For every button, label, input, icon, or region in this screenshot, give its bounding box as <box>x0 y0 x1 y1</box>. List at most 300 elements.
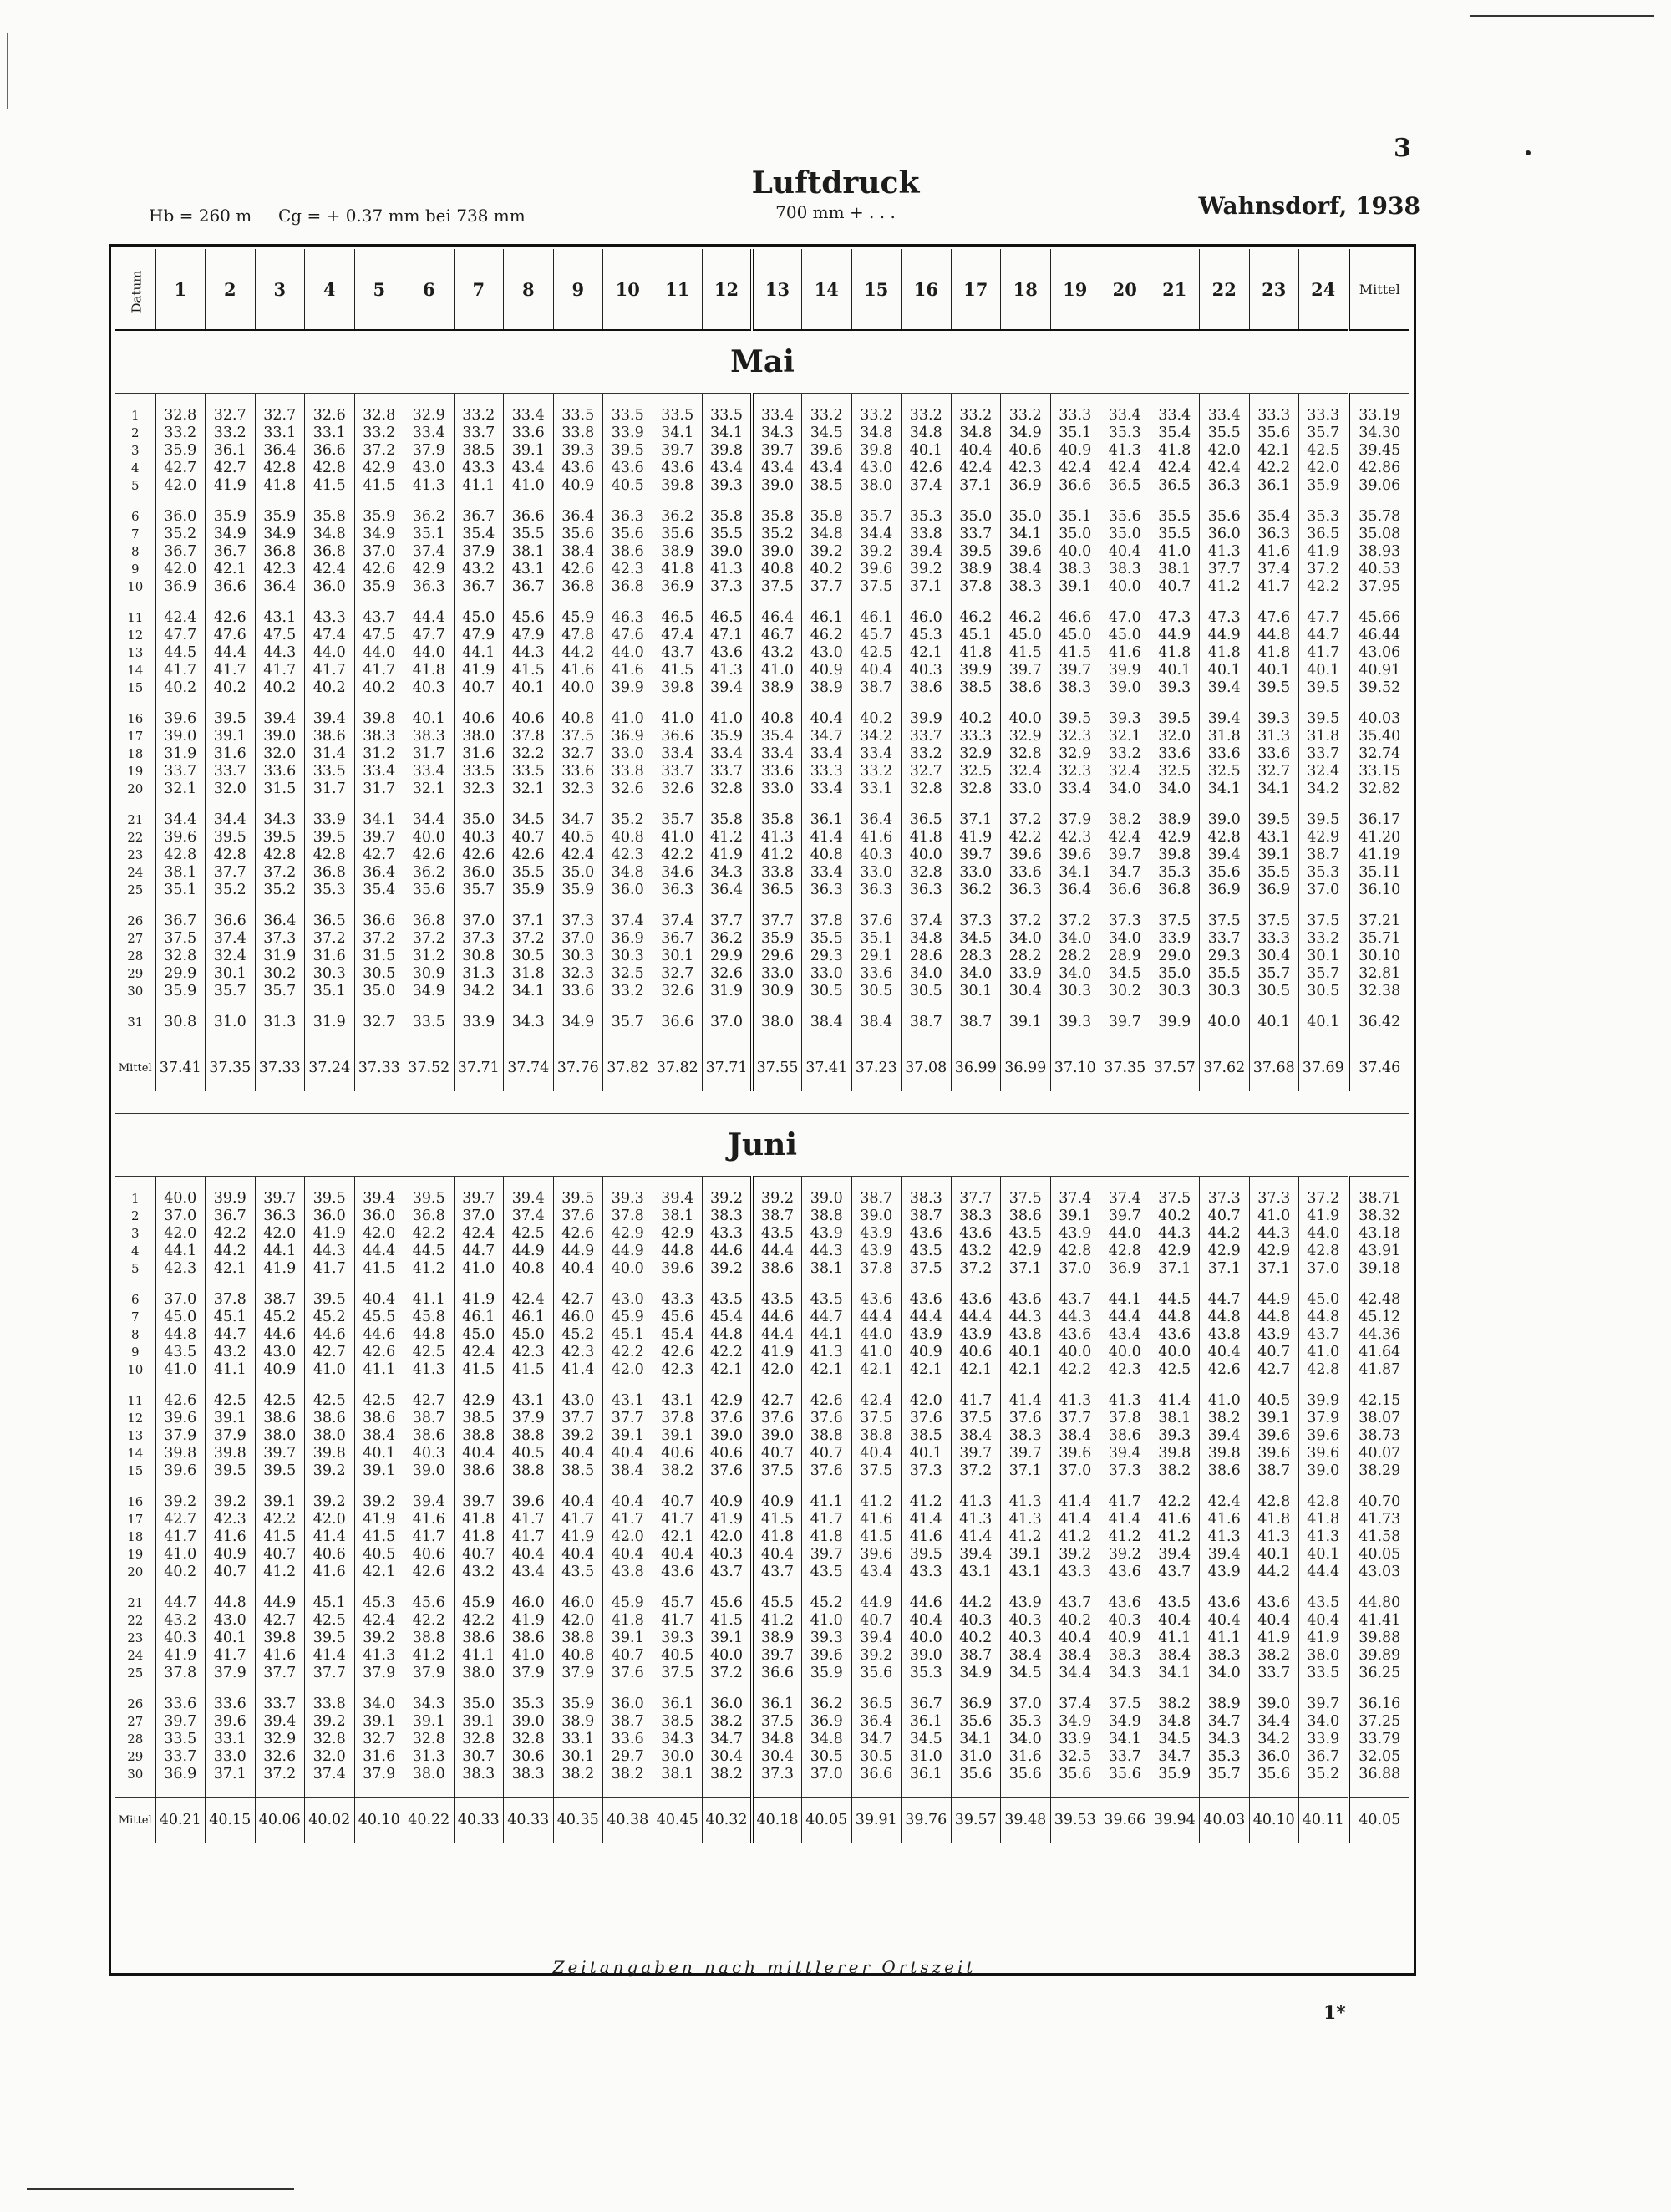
spacer-cell <box>1200 1480 1250 1493</box>
hourly-value-cell: 37.0 <box>1001 1696 1051 1713</box>
spacer-row <box>115 596 1409 609</box>
hourly-value-cell: 37.4 <box>1050 1696 1100 1713</box>
hourly-value-cell: 40.7 <box>752 1445 802 1462</box>
hourly-value-cell: 43.6 <box>1100 1564 1150 1581</box>
hourly-value-cell: 33.9 <box>1050 1731 1100 1748</box>
spacer-row <box>115 1379 1409 1392</box>
hourly-value-cell: 40.4 <box>553 1260 603 1278</box>
hourly-value-cell: 41.2 <box>703 829 753 847</box>
hourly-value-cell: 35.7 <box>1249 965 1299 983</box>
hourly-value-cell: 39.2 <box>155 1493 206 1511</box>
spacer-cell <box>255 1091 305 1114</box>
day-cell: 26 <box>127 913 144 928</box>
hourly-value-cell: 40.4 <box>1200 1344 1250 1361</box>
spacer-cell <box>504 798 554 811</box>
spacer-cell <box>1249 899 1299 913</box>
hourly-value-cell: 40.4 <box>454 1445 504 1462</box>
spacer-cell <box>155 899 206 913</box>
spacer-cell <box>1050 1581 1100 1594</box>
day-cell: 4 <box>130 1243 140 1259</box>
hourly-mean-cell: 37.55 <box>752 1045 802 1091</box>
hourly-value-cell: 39.1 <box>603 1427 653 1445</box>
spacer-cell <box>1249 1783 1299 1798</box>
hourly-value-cell: 41.6 <box>851 829 902 847</box>
spacer-cell <box>305 899 355 913</box>
hourly-value-cell: 37.3 <box>1100 913 1150 930</box>
spacer-cell <box>603 394 653 408</box>
spacer-cell <box>1001 899 1051 913</box>
monthly-mean-total: 37.46 <box>1348 1045 1409 1091</box>
hourly-value-cell: 34.8 <box>902 930 952 948</box>
hourly-value-cell: 42.2 <box>255 1511 305 1528</box>
hourly-value-cell: 42.4 <box>155 609 206 627</box>
spacer-cell <box>1001 1843 1051 1866</box>
hourly-value-cell: 32.3 <box>1050 728 1100 745</box>
spacer-cell <box>454 1091 504 1114</box>
spacer-cell <box>354 1031 404 1045</box>
spacer-cell <box>603 1031 653 1045</box>
hour-header: 11 <box>653 249 703 330</box>
hourly-value-cell: 34.0 <box>902 965 952 983</box>
hourly-value-cell: 37.5 <box>1150 1190 1200 1208</box>
hourly-value-cell: 33.5 <box>703 407 753 425</box>
hourly-value-cell: 37.1 <box>1001 1462 1051 1480</box>
hourly-value-cell: 30.3 <box>1050 983 1100 1000</box>
spacer-cell <box>305 1379 355 1392</box>
hourly-value-cell: 42.5 <box>504 1225 554 1243</box>
table-row <box>115 763 1409 781</box>
hourly-value-cell: 41.8 <box>1299 1511 1349 1528</box>
hourly-value-cell: 43.2 <box>206 1344 256 1361</box>
hourly-value-cell: 41.0 <box>752 662 802 679</box>
hourly-value-cell: 35.0 <box>1150 965 1200 983</box>
hourly-value-cell: 44.9 <box>1200 627 1250 644</box>
hourly-value-cell: 43.2 <box>752 644 802 662</box>
spacer-cell <box>155 1000 206 1014</box>
hourly-value-cell: 44.4 <box>752 1326 802 1344</box>
hourly-value-cell: 47.6 <box>206 627 256 644</box>
hourly-value-cell: 45.7 <box>653 1594 703 1612</box>
hourly-value-cell: 34.0 <box>1100 781 1150 798</box>
spacer-cell <box>703 495 753 508</box>
spacer-cell <box>603 1091 653 1114</box>
hourly-value-cell: 39.4 <box>1100 1445 1150 1462</box>
hourly-value-cell: 37.2 <box>1001 811 1051 829</box>
spacer-cell <box>802 596 852 609</box>
hourly-value-cell: 38.8 <box>851 1427 902 1445</box>
spacer-cell <box>1348 1480 1409 1493</box>
hourly-value-cell: 31.3 <box>255 1014 305 1031</box>
hourly-value-cell: 45.0 <box>155 1309 206 1326</box>
day-cell: 28 <box>127 948 144 964</box>
table-row <box>115 1766 1409 1783</box>
hourly-value-cell: 37.2 <box>404 930 455 948</box>
hourly-value-cell: 41.5 <box>1001 644 1051 662</box>
hourly-value-cell: 36.5 <box>1299 526 1349 543</box>
hourly-value-cell: 34.1 <box>653 425 703 442</box>
hourly-value-cell: 43.2 <box>155 1612 206 1630</box>
hourly-value-cell: 35.7 <box>255 983 305 1000</box>
hourly-value-cell: 40.0 <box>902 847 952 864</box>
table-row <box>115 1731 1409 1748</box>
hourly-value-cell: 41.8 <box>404 662 455 679</box>
hourly-value-cell: 41.9 <box>255 1260 305 1278</box>
hourly-value-cell: 41.7 <box>1249 578 1299 596</box>
hourly-value-cell: 39.5 <box>1299 679 1349 697</box>
hourly-value-cell: 37.2 <box>255 864 305 882</box>
spacer-cell <box>1348 1843 1409 1866</box>
daily-mean-cell: 40.53 <box>1348 561 1409 578</box>
hourly-value-cell: 37.0 <box>454 913 504 930</box>
hourly-value-cell: 43.3 <box>653 1291 703 1309</box>
hourly-value-cell: 32.1 <box>155 781 206 798</box>
hourly-value-cell: 35.6 <box>1249 425 1299 442</box>
hourly-value-cell: 43.4 <box>1100 1326 1150 1344</box>
spacer-cell <box>951 1843 1001 1866</box>
hourly-value-cell: 44.4 <box>951 1309 1001 1326</box>
hourly-value-cell: 42.2 <box>1299 578 1349 596</box>
spacer-cell <box>354 697 404 710</box>
spacer-cell <box>902 495 952 508</box>
hourly-value-cell: 38.0 <box>454 1665 504 1682</box>
spacer-cell <box>802 1278 852 1291</box>
hourly-value-cell: 44.8 <box>1200 1309 1250 1326</box>
hourly-value-cell: 41.7 <box>553 1511 603 1528</box>
hourly-value-cell: 43.0 <box>851 460 902 477</box>
hourly-value-cell: 33.7 <box>703 763 753 781</box>
monthly-mean-row <box>115 1798 1409 1843</box>
spacer-cell <box>305 1278 355 1291</box>
table-row <box>115 1594 1409 1612</box>
hourly-value-cell: 40.2 <box>305 679 355 697</box>
hourly-value-cell: 37.3 <box>752 1766 802 1783</box>
hourly-value-cell: 39.8 <box>703 442 753 460</box>
hourly-value-cell: 44.8 <box>155 1326 206 1344</box>
hourly-value-cell: 31.9 <box>703 983 753 1000</box>
daily-mean-cell: 42.48 <box>1348 1291 1409 1309</box>
spacer-cell <box>1150 1278 1200 1291</box>
hourly-value-cell: 35.3 <box>902 1665 952 1682</box>
hourly-value-cell: 39.1 <box>1050 1208 1100 1225</box>
hourly-value-cell: 33.6 <box>206 1696 256 1713</box>
hourly-value-cell: 41.0 <box>851 1344 902 1361</box>
hourly-value-cell: 40.1 <box>1001 1344 1051 1361</box>
daily-mean-cell: 32.81 <box>1348 965 1409 983</box>
hour-header: 13 <box>752 249 802 330</box>
hourly-value-cell: 41.9 <box>703 847 753 864</box>
hourly-value-cell: 32.6 <box>305 407 355 425</box>
hourly-value-cell: 33.2 <box>1100 745 1150 763</box>
hourly-value-cell: 33.0 <box>1001 781 1051 798</box>
hourly-value-cell: 40.9 <box>752 1493 802 1511</box>
hourly-value-cell: 35.0 <box>1001 508 1051 526</box>
hourly-value-cell: 34.8 <box>752 1731 802 1748</box>
hourly-value-cell: 35.3 <box>1299 508 1349 526</box>
station-name: Wahnsdorf, 1938 <box>1198 192 1420 220</box>
hourly-value-cell: 41.6 <box>206 1528 256 1546</box>
spacer-cell <box>1100 1031 1150 1045</box>
hourly-value-cell: 37.4 <box>1100 1190 1150 1208</box>
spacer-cell <box>454 1581 504 1594</box>
spacer-cell <box>802 495 852 508</box>
spacer-cell <box>902 596 952 609</box>
hourly-value-cell: 32.9 <box>404 407 455 425</box>
hourly-value-cell: 33.4 <box>752 745 802 763</box>
spacer-cell <box>1001 1177 1051 1191</box>
hourly-value-cell: 37.0 <box>1299 882 1349 899</box>
hour-header: 6 <box>404 249 455 330</box>
hourly-value-cell: 34.4 <box>1050 1665 1100 1682</box>
hourly-value-cell: 35.3 <box>1200 1748 1250 1766</box>
hourly-value-cell: 32.8 <box>354 407 404 425</box>
hourly-value-cell: 43.6 <box>1001 1291 1051 1309</box>
hourly-value-cell: 37.8 <box>504 728 554 745</box>
spacer-cell <box>115 1278 155 1291</box>
table-row <box>115 1190 1409 1208</box>
hourly-value-cell: 33.9 <box>603 425 653 442</box>
spacer-cell <box>1100 697 1150 710</box>
hourly-value-cell: 30.1 <box>553 1748 603 1766</box>
spacer-cell <box>752 1682 802 1696</box>
hourly-value-cell: 39.7 <box>255 1445 305 1462</box>
hourly-value-cell: 36.9 <box>1249 882 1299 899</box>
hourly-value-cell: 38.4 <box>951 1427 1001 1445</box>
hourly-value-cell: 44.8 <box>404 1326 455 1344</box>
hourly-value-cell: 31.2 <box>354 745 404 763</box>
hourly-value-cell: 40.0 <box>1001 710 1051 728</box>
hourly-value-cell: 42.8 <box>1299 1493 1349 1511</box>
table-row <box>115 1260 1409 1278</box>
hourly-value-cell: 40.0 <box>902 1630 952 1647</box>
hourly-value-cell: 42.4 <box>1100 460 1150 477</box>
hourly-value-cell: 35.5 <box>802 930 852 948</box>
hourly-value-cell: 38.4 <box>1050 1427 1100 1445</box>
hourly-value-cell: 42.3 <box>504 1344 554 1361</box>
mittel-label: Mittel <box>115 1798 155 1843</box>
hourly-value-cell: 35.9 <box>155 442 206 460</box>
spacer-cell <box>1100 394 1150 408</box>
hourly-value-cell: 35.3 <box>1100 425 1150 442</box>
spacer-cell <box>155 1278 206 1291</box>
hourly-value-cell: 37.5 <box>752 1462 802 1480</box>
spacer-cell <box>802 1581 852 1594</box>
hourly-value-cell: 33.2 <box>206 425 256 442</box>
hourly-value-cell: 47.5 <box>255 627 305 644</box>
hourly-value-cell: 39.8 <box>1150 1445 1200 1462</box>
hourly-value-cell: 39.1 <box>653 1427 703 1445</box>
spacer-cell <box>851 495 902 508</box>
hourly-value-cell: 36.6 <box>851 1766 902 1783</box>
hourly-value-cell: 36.6 <box>1050 477 1100 495</box>
hourly-value-cell: 37.3 <box>255 930 305 948</box>
spacer-cell <box>1050 596 1100 609</box>
table-row <box>115 407 1409 425</box>
hourly-value-cell: 39.2 <box>802 543 852 561</box>
hourly-value-cell: 38.6 <box>454 1462 504 1480</box>
hourly-value-cell: 38.6 <box>902 679 952 697</box>
spacer-cell <box>206 1480 256 1493</box>
hourly-value-cell: 34.5 <box>802 425 852 442</box>
hourly-value-cell: 44.1 <box>454 644 504 662</box>
hourly-value-cell: 39.7 <box>752 442 802 460</box>
hourly-value-cell: 37.4 <box>653 913 703 930</box>
hourly-value-cell: 33.4 <box>1050 781 1100 798</box>
hourly-value-cell: 34.3 <box>255 811 305 829</box>
hourly-value-cell: 40.4 <box>553 1445 603 1462</box>
hourly-value-cell: 38.4 <box>553 543 603 561</box>
hour-header: 20 <box>1100 249 1150 330</box>
hourly-value-cell: 40.0 <box>1050 1344 1100 1361</box>
hourly-value-cell: 37.7 <box>1050 1410 1100 1427</box>
hourly-value-cell: 42.8 <box>155 847 206 864</box>
hourly-value-cell: 39.4 <box>1150 1546 1200 1564</box>
hourly-value-cell: 40.4 <box>851 1445 902 1462</box>
hourly-value-cell: 42.1 <box>851 1361 902 1379</box>
hourly-value-cell: 37.3 <box>553 913 603 930</box>
hourly-value-cell: 46.2 <box>951 609 1001 627</box>
hourly-mean-cell: 39.94 <box>1150 1798 1200 1843</box>
hourly-value-cell: 34.9 <box>1100 1713 1150 1731</box>
hourly-value-cell: 35.9 <box>206 508 256 526</box>
spacer-cell <box>454 1177 504 1191</box>
spacer-cell <box>752 1000 802 1014</box>
hourly-value-cell: 42.6 <box>802 1392 852 1410</box>
hourly-value-cell: 37.2 <box>354 442 404 460</box>
hourly-value-cell: 41.7 <box>1299 644 1349 662</box>
hourly-value-cell: 42.1 <box>1001 1361 1051 1379</box>
hourly-value-cell: 38.6 <box>603 543 653 561</box>
hourly-value-cell: 41.8 <box>603 1612 653 1630</box>
spacer-cell <box>553 798 603 811</box>
hourly-value-cell: 41.2 <box>1050 1528 1100 1546</box>
hourly-value-cell: 40.4 <box>1249 1612 1299 1630</box>
spacer-cell <box>504 1783 554 1798</box>
spacer-cell <box>454 798 504 811</box>
spacer-cell <box>553 1000 603 1014</box>
spacer-cell <box>1150 1682 1200 1696</box>
hourly-value-cell: 43.6 <box>902 1291 952 1309</box>
hourly-value-cell: 30.1 <box>951 983 1001 1000</box>
hourly-value-cell: 43.6 <box>951 1225 1001 1243</box>
spacer-cell <box>305 1177 355 1191</box>
table-row <box>115 930 1409 948</box>
spacer-cell <box>703 1843 753 1866</box>
hourly-value-cell: 37.2 <box>1299 1190 1349 1208</box>
day-cell: 13 <box>127 645 144 660</box>
hourly-value-cell: 42.0 <box>902 1392 952 1410</box>
spacer-cell <box>902 899 952 913</box>
hourly-value-cell: 44.4 <box>1299 1564 1349 1581</box>
hourly-value-cell: 39.6 <box>653 1260 703 1278</box>
hourly-value-cell: 41.2 <box>752 1612 802 1630</box>
hourly-value-cell: 37.9 <box>404 1665 455 1682</box>
hourly-value-cell: 42.5 <box>851 644 902 662</box>
hourly-value-cell: 45.1 <box>951 627 1001 644</box>
hourly-value-cell: 38.5 <box>553 1462 603 1480</box>
spacer-cell <box>653 1843 703 1866</box>
hourly-value-cell: 42.6 <box>354 1344 404 1361</box>
hourly-value-cell: 40.3 <box>1100 1612 1150 1630</box>
hourly-value-cell: 40.1 <box>206 1630 256 1647</box>
hourly-value-cell: 30.9 <box>404 965 455 983</box>
hourly-value-cell: 33.0 <box>603 745 653 763</box>
daily-mean-cell: 39.52 <box>1348 679 1409 697</box>
spacer-cell <box>354 899 404 913</box>
hourly-value-cell: 40.2 <box>951 1630 1001 1647</box>
hourly-value-cell: 32.8 <box>703 781 753 798</box>
hourly-value-cell: 42.2 <box>603 1344 653 1361</box>
hourly-value-cell: 38.2 <box>553 1766 603 1783</box>
hourly-value-cell: 39.1 <box>1001 1014 1051 1031</box>
hourly-value-cell: 31.3 <box>404 1748 455 1766</box>
hourly-value-cell: 38.6 <box>752 1260 802 1278</box>
hourly-value-cell: 30.5 <box>354 965 404 983</box>
hourly-value-cell: 34.8 <box>851 425 902 442</box>
hourly-value-cell: 40.6 <box>703 1445 753 1462</box>
spacer-cell <box>1299 596 1349 609</box>
spacer-cell <box>902 1000 952 1014</box>
spacer-cell <box>553 1783 603 1798</box>
hourly-value-cell: 41.6 <box>1100 644 1150 662</box>
hourly-value-cell: 33.5 <box>1299 1665 1349 1682</box>
spacer-cell <box>255 596 305 609</box>
hourly-value-cell: 44.4 <box>752 1243 802 1260</box>
spacer-cell <box>155 697 206 710</box>
hourly-value-cell: 37.4 <box>504 1208 554 1225</box>
spacer-cell <box>1150 1581 1200 1594</box>
hourly-value-cell: 45.2 <box>305 1309 355 1326</box>
hourly-value-cell: 42.5 <box>255 1392 305 1410</box>
hourly-value-cell: 42.5 <box>404 1344 455 1361</box>
hourly-value-cell: 36.6 <box>653 728 703 745</box>
hourly-value-cell: 41.0 <box>504 1647 554 1665</box>
spacer-cell <box>902 1177 952 1191</box>
hourly-value-cell: 44.1 <box>1100 1291 1150 1309</box>
hourly-value-cell: 39.4 <box>653 1190 703 1208</box>
hourly-value-cell: 40.1 <box>1299 1546 1349 1564</box>
hourly-value-cell: 39.9 <box>1299 1392 1349 1410</box>
hourly-value-cell: 36.2 <box>951 882 1001 899</box>
spacer-cell <box>354 1091 404 1114</box>
hourly-value-cell: 35.5 <box>1200 425 1250 442</box>
hourly-value-cell: 39.6 <box>155 1410 206 1427</box>
spacer-cell <box>255 1783 305 1798</box>
spacer-cell <box>1200 1177 1250 1191</box>
table-row <box>115 1647 1409 1665</box>
hourly-value-cell: 38.3 <box>1050 679 1100 697</box>
hourly-value-cell: 39.4 <box>255 1713 305 1731</box>
spacer-cell <box>255 1581 305 1594</box>
hourly-value-cell: 39.8 <box>354 710 404 728</box>
hourly-value-cell: 42.5 <box>305 1392 355 1410</box>
hourly-value-cell: 36.6 <box>1100 882 1150 899</box>
hourly-value-cell: 33.2 <box>1299 930 1349 948</box>
spacer-cell <box>703 697 753 710</box>
daily-mean-cell: 30.10 <box>1348 948 1409 965</box>
hourly-value-cell: 34.4 <box>206 811 256 829</box>
daily-mean-cell: 39.89 <box>1348 1647 1409 1665</box>
spacer-cell <box>305 394 355 408</box>
hourly-value-cell: 39.5 <box>553 1190 603 1208</box>
hourly-value-cell: 31.5 <box>354 948 404 965</box>
hourly-value-cell: 34.0 <box>1100 930 1150 948</box>
hourly-value-cell: 43.5 <box>902 1243 952 1260</box>
day-cell: 25 <box>127 882 144 898</box>
hourly-value-cell: 41.7 <box>802 1511 852 1528</box>
hourly-value-cell: 36.3 <box>255 1208 305 1225</box>
hourly-value-cell: 37.2 <box>703 1665 753 1682</box>
hourly-value-cell: 32.7 <box>354 1014 404 1031</box>
